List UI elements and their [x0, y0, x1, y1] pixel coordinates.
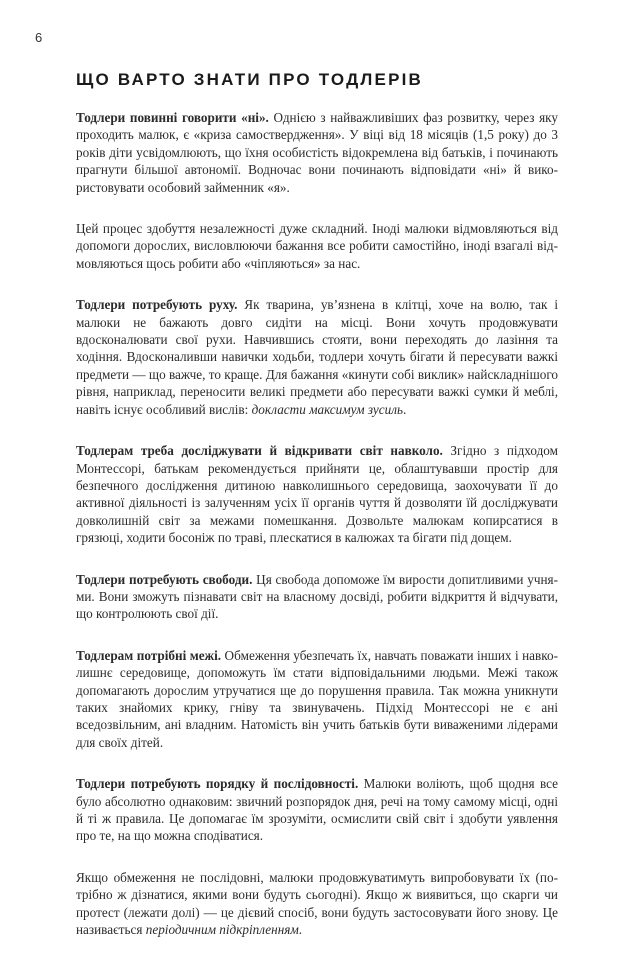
paragraph-independence: [76, 220, 558, 272]
paragraph-explore: [76, 442, 558, 546]
paragraph-lead: Тодлери потребують порядку й послідовності.: [76, 776, 359, 792]
paragraph-text: Як тварина, ув’язнена в клітці, хоче на волю, так і малюки не бажають довго сидіти на місці. Вони хочуть продовжувати вдосконалювати свої рухи. Навчившись стояти, вони переходять до лазіння та ходіння. Вдосконаливши навички ходьби, тодлери хочуть бігати й пересувати важкі предмети — що важче, то краще. Для бажання «кинути собі виклик» найскладнішого рівня, наприклад, переносити великі предмети або пересувати важкі сумки й меблі, навіть існує особливий вислів:: [76, 297, 558, 417]
paragraph-limits: [76, 647, 558, 751]
paragraph-text: Цей процес здобуття незалежності дуже складний. Іноді малюки відмовляються від допомоги дорослих, висловлюючи бажання все робити самостійно, іноді взагалі відмовляються щось робити або «чіпляються» за нас.: [76, 221, 558, 271]
paragraph-lead: Тодлери потребують свободи.: [76, 571, 253, 587]
paragraph-order: [76, 775, 558, 845]
paragraph-says-no: [76, 109, 558, 196]
paragraph-lead: Тодлерам потрібні межі.: [76, 647, 222, 663]
paragraph-lead: Тодлери повинні говорити «ні».: [76, 110, 269, 125]
page-title: ЩО ВАРТО ЗНАТИ ПРО ТОДЛЕРІВ: [76, 70, 424, 89]
paragraph-text: Обмеження убезпечать їх, навчать поважати інших і навколишнє середовище, допоможуть їм стати відповідальними людьми. Межі також допомагають дорослим утручатися ще до порушення правила. Так можна уникнути таких знайомих крику, гніву та звинувачень. Підхід Монтессорі не є ані вседозвільним, ані владним. Натомість він учить батьків бути виваженими лідерами для своїх дітей.: [76, 647, 558, 750]
paragraph-tail: .: [298, 922, 303, 938]
paragraph-tail: .: [402, 401, 407, 417]
paragraph-movement: [76, 296, 558, 418]
paragraph-consistency: [76, 869, 558, 939]
paragraph-lead: Тодлерам треба досліджувати й відкривати світ навколо.: [76, 443, 443, 459]
paragraph-freedom: [76, 571, 558, 623]
paragraph-text: Ця свобода допоможе їм вирости допитливими учнями. Вони зможуть пізнавати світ на власному досвіді, робити відкриття й відчувати, що контролюють свої дії.: [76, 571, 558, 622]
paragraph-italic: докласти максимум зусиль: [251, 401, 403, 417]
body-text: [76, 109, 558, 962]
paragraph-text: Малюки воліють, щоб щодня все було абсолютно однаковим: звичний розпорядок дня, речі на тому самому місці, одні й ті ж правила. Це допомагає їм зрозуміти, осмислити свій світ і здобути уявлення про те, на що можна сподіватися.: [76, 776, 558, 844]
page-number: 6: [35, 30, 43, 45]
paragraph-text: Згідно з підходом Монтессорі, батькам рекомендується прийняти це, облаштувавши простір для безпечного дослідження дитиною навколишнього середовища, заохочувати її до активної діяльності із залученням усіх її органів чуття й дозволяти їй досліджувати довколишній світ за межами помешкання. Дозвольте малюкам копирсатися в грязюці, ходити босоніж по траві, плескатися в калюжах та бігати під дощем.: [76, 443, 558, 546]
paragraph-italic: періодичним підкріпленням: [145, 922, 299, 938]
paragraph-lead: Тодлери потребують руху.: [76, 297, 238, 313]
paragraph-text: Якщо обмеження не послідовні, малюки продовжуватимуть випробовувати їх (потрібно ж дізнатися, якими вони будуть сьогодні). Якщо ж виявиться, що скарги чи протест (лежати долі) — це дієвий спосіб, вони будуть застосовувати його знову. Це називається: [76, 869, 558, 938]
paragraph-text: Однією з найважливіших фаз розвитку, через яку проходить малюк, є «криза самоствердження». У віці від 18 місяців (1,5 року) до 3 років діти усвідомлюють, що їхня особистість відокремлена від батьків, і починають прагнути більшої автономії. Водночас вони починають відповідати «ні» й використовувати особовий займенник «я».: [76, 110, 558, 195]
